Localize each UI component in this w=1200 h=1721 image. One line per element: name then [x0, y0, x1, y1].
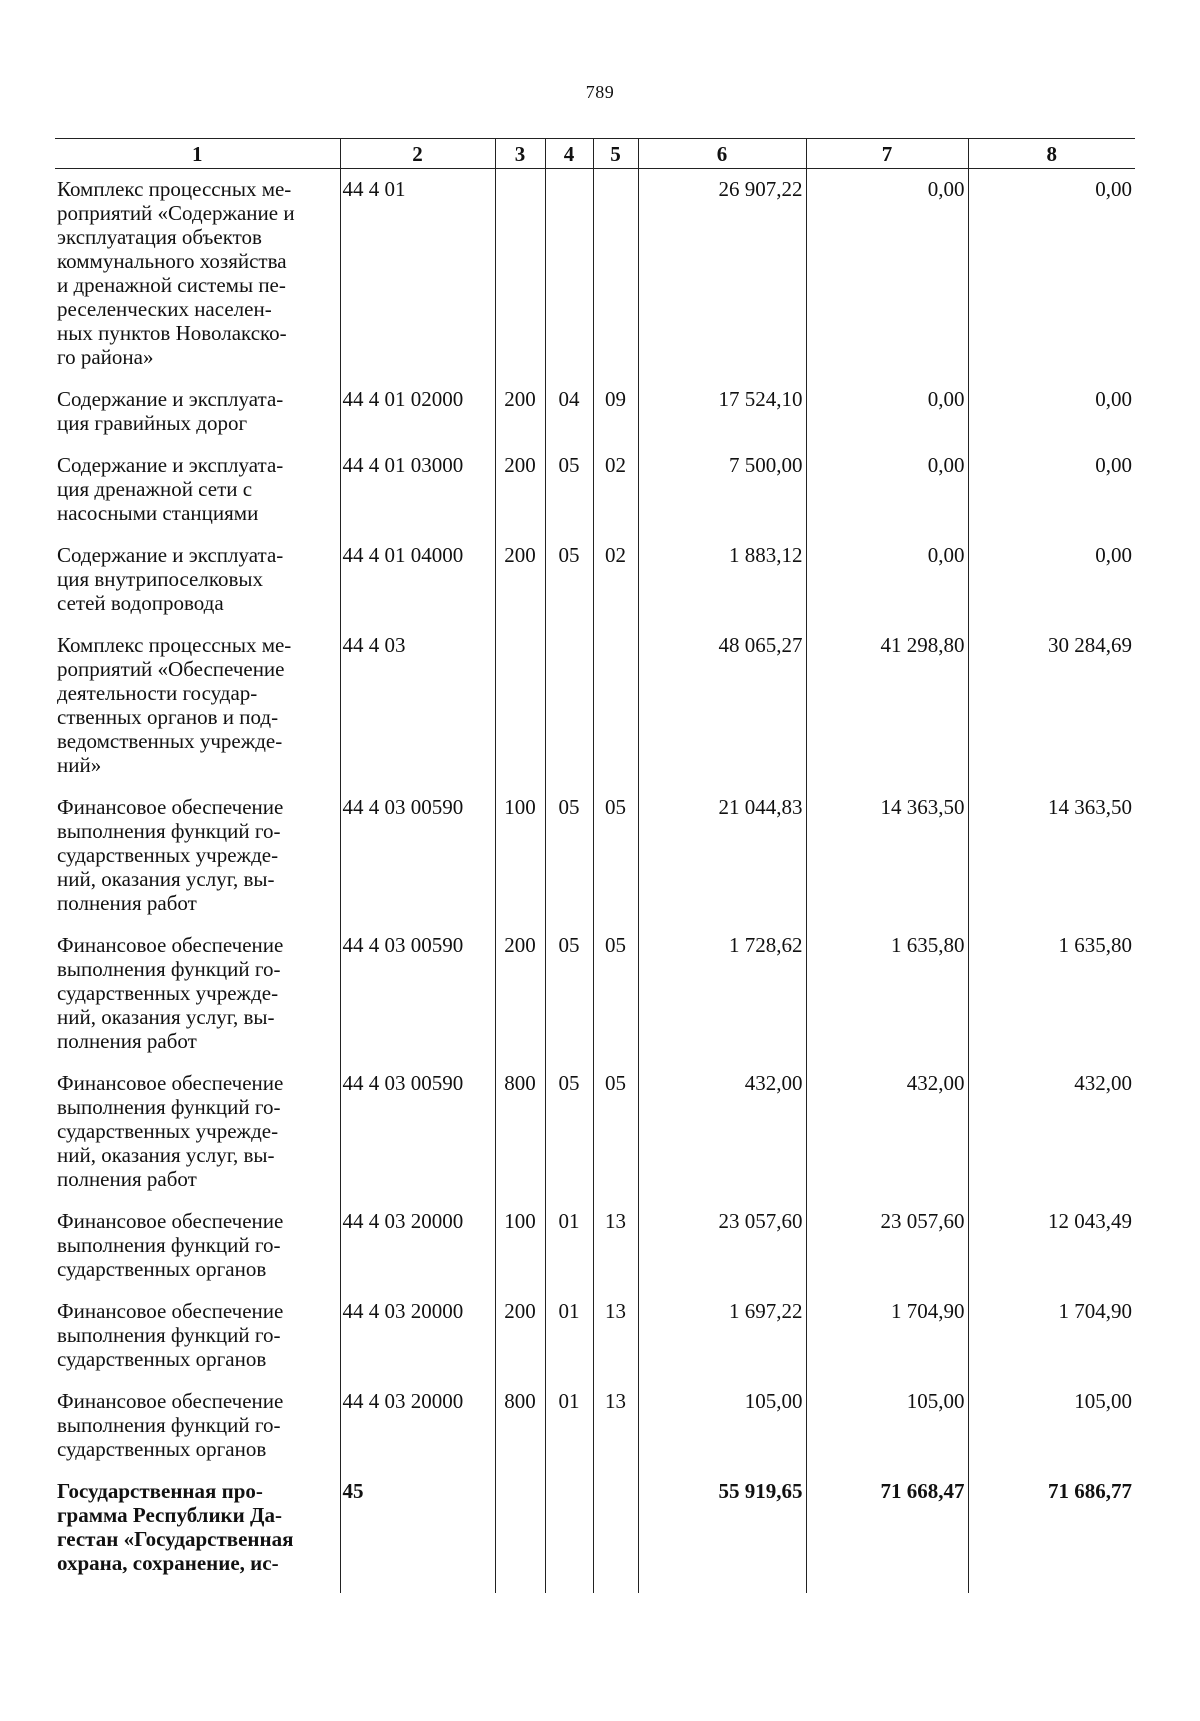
table-row: [55, 1471, 1135, 1593]
row-code: 44 4 01 03000: [340, 445, 495, 535]
row-col5: 05: [593, 1063, 638, 1201]
row-col4: [545, 169, 593, 380]
row-name: Финансовое обеспечение выполнения функций го- сударственных органов: [55, 1381, 340, 1471]
row-col4: 05: [545, 787, 593, 925]
row-col5: 09: [593, 379, 638, 445]
table-body: [55, 169, 1135, 1594]
row-amount-col7: 23 057,60: [806, 1201, 968, 1291]
row-col5: 05: [593, 787, 638, 925]
row-name: Финансовое обеспечение выполнения функций го- сударственных учрежде- ний, оказания услуг, вы- полнения работ: [55, 925, 340, 1063]
row-col3: 800: [495, 1381, 545, 1471]
row-col4: 04: [545, 379, 593, 445]
row-col4: 01: [545, 1381, 593, 1471]
row-col3: 100: [495, 1201, 545, 1291]
row-code: 44 4 03 20000: [340, 1201, 495, 1291]
table-row: [55, 1201, 1135, 1291]
column-header-8: 8: [968, 139, 1135, 169]
row-amount-col7: 0,00: [806, 379, 968, 445]
row-amount-col7: 1 704,90: [806, 1291, 968, 1381]
row-col3: 200: [495, 535, 545, 625]
row-code: 45: [340, 1471, 495, 1593]
row-col5: 05: [593, 925, 638, 1063]
row-name: Содержание и эксплуата- ция гравийных дорог: [55, 379, 340, 445]
column-header-3: 3: [495, 139, 545, 169]
row-amount-col8: 1 704,90: [968, 1291, 1135, 1381]
row-col4: 05: [545, 925, 593, 1063]
row-col4: 05: [545, 535, 593, 625]
row-col5: [593, 625, 638, 787]
row-amount-col7: 105,00: [806, 1381, 968, 1471]
row-col3: 200: [495, 1291, 545, 1381]
row-amount-col8: 0,00: [968, 379, 1135, 445]
table-row: [55, 787, 1135, 925]
row-col4: 05: [545, 1063, 593, 1201]
table-row: [55, 1063, 1135, 1201]
row-amount-col8: 1 635,80: [968, 925, 1135, 1063]
row-col5: [593, 1471, 638, 1593]
page-number: 789: [585, 82, 615, 102]
column-header-7: 7: [806, 139, 968, 169]
row-col5: 13: [593, 1291, 638, 1381]
row-col3: 800: [495, 1063, 545, 1201]
row-code: 44 4 03 20000: [340, 1291, 495, 1381]
row-amount-col7: 14 363,50: [806, 787, 968, 925]
table-header: [55, 139, 1135, 169]
row-amount-col6: 1 697,22: [638, 1291, 806, 1381]
row-amount-col8: 14 363,50: [968, 787, 1135, 925]
row-amount-col6: 105,00: [638, 1381, 806, 1471]
row-col5: 13: [593, 1381, 638, 1471]
row-amount-col7: 41 298,80: [806, 625, 968, 787]
column-header-2: 2: [340, 139, 495, 169]
header-row: [55, 139, 1135, 169]
row-name: Финансовое обеспечение выполнения функций го- сударственных учрежде- ний, оказания услуг, вы- полнения работ: [55, 787, 340, 925]
row-name: Комплекс процессных ме- роприятий «Обеспечение деятельности государ- ственных органов и под- ведомственных учрежде- ний»: [55, 625, 340, 787]
row-code: 44 4 01 02000: [340, 379, 495, 445]
row-code: 44 4 01: [340, 169, 495, 380]
table-row: [55, 1381, 1135, 1471]
row-amount-col7: 0,00: [806, 169, 968, 380]
row-col3: 100: [495, 787, 545, 925]
column-header-4: 4: [545, 139, 593, 169]
row-amount-col6: 55 919,65: [638, 1471, 806, 1593]
row-amount-col6: 17 524,10: [638, 379, 806, 445]
row-col4: [545, 625, 593, 787]
row-amount-col7: 0,00: [806, 445, 968, 535]
row-col3: [495, 625, 545, 787]
row-amount-col7: 71 668,47: [806, 1471, 968, 1593]
row-amount-col8: 71 686,77: [968, 1471, 1135, 1593]
row-amount-col6: 48 065,27: [638, 625, 806, 787]
row-amount-col8: 0,00: [968, 445, 1135, 535]
row-name: Государственная про- грамма Республики Да- гестан «Государственная охрана, сохранение, ис-: [55, 1471, 340, 1593]
row-name: Комплекс процессных ме- роприятий «Содержание и эксплуатация объектов коммунального хозяйства и дренажной системы пе- реселенческих населен- ных пунктов Новолакско- го района»: [55, 169, 340, 380]
row-col3: [495, 169, 545, 380]
row-col5: 13: [593, 1201, 638, 1291]
row-amount-col6: 1 883,12: [638, 535, 806, 625]
row-name: Финансовое обеспечение выполнения функций го- сударственных органов: [55, 1201, 340, 1291]
row-code: 44 4 03 00590: [340, 925, 495, 1063]
row-amount-col8: 0,00: [968, 535, 1135, 625]
row-col3: 200: [495, 379, 545, 445]
table-row: [55, 535, 1135, 625]
row-amount-col8: 30 284,69: [968, 625, 1135, 787]
column-header-5: 5: [593, 139, 638, 169]
row-col4: 01: [545, 1201, 593, 1291]
row-name: Содержание и эксплуата- ция внутрипоселковых сетей водопровода: [55, 535, 340, 625]
row-amount-col7: 0,00: [806, 535, 968, 625]
row-col5: 02: [593, 535, 638, 625]
row-code: 44 4 03 00590: [340, 787, 495, 925]
budget-table: [55, 138, 1135, 1593]
row-amount-col6: 1 728,62: [638, 925, 806, 1063]
row-amount-col6: 21 044,83: [638, 787, 806, 925]
column-header-6: 6: [638, 139, 806, 169]
row-amount-col7: 432,00: [806, 1063, 968, 1201]
row-code: 44 4 03: [340, 625, 495, 787]
row-name: Содержание и эксплуата- ция дренажной сети с насосными станциями: [55, 445, 340, 535]
table-row: [55, 925, 1135, 1063]
row-col5: [593, 169, 638, 380]
row-amount-col8: 0,00: [968, 169, 1135, 380]
row-col5: 02: [593, 445, 638, 535]
row-amount-col6: 7 500,00: [638, 445, 806, 535]
row-amount-col8: 12 043,49: [968, 1201, 1135, 1291]
row-col3: [495, 1471, 545, 1593]
row-col4: 05: [545, 445, 593, 535]
row-code: 44 4 03 20000: [340, 1381, 495, 1471]
table-row: [55, 169, 1135, 380]
table-row: [55, 445, 1135, 535]
row-col3: 200: [495, 445, 545, 535]
row-amount-col6: 432,00: [638, 1063, 806, 1201]
table-row: [55, 379, 1135, 445]
row-col3: 200: [495, 925, 545, 1063]
table-row: [55, 625, 1135, 787]
row-code: 44 4 01 04000: [340, 535, 495, 625]
row-name: Финансовое обеспечение выполнения функций го- сударственных учрежде- ний, оказания услуг, вы- полнения работ: [55, 1063, 340, 1201]
row-col4: 01: [545, 1291, 593, 1381]
column-header-1: 1: [55, 139, 340, 169]
row-amount-col6: 26 907,22: [638, 169, 806, 380]
row-amount-col8: 105,00: [968, 1381, 1135, 1471]
row-amount-col6: 23 057,60: [638, 1201, 806, 1291]
row-amount-col8: 432,00: [968, 1063, 1135, 1201]
row-name: Финансовое обеспечение выполнения функций го- сударственных органов: [55, 1291, 340, 1381]
row-amount-col7: 1 635,80: [806, 925, 968, 1063]
row-code: 44 4 03 00590: [340, 1063, 495, 1201]
row-col4: [545, 1471, 593, 1593]
table-row: [55, 1291, 1135, 1381]
